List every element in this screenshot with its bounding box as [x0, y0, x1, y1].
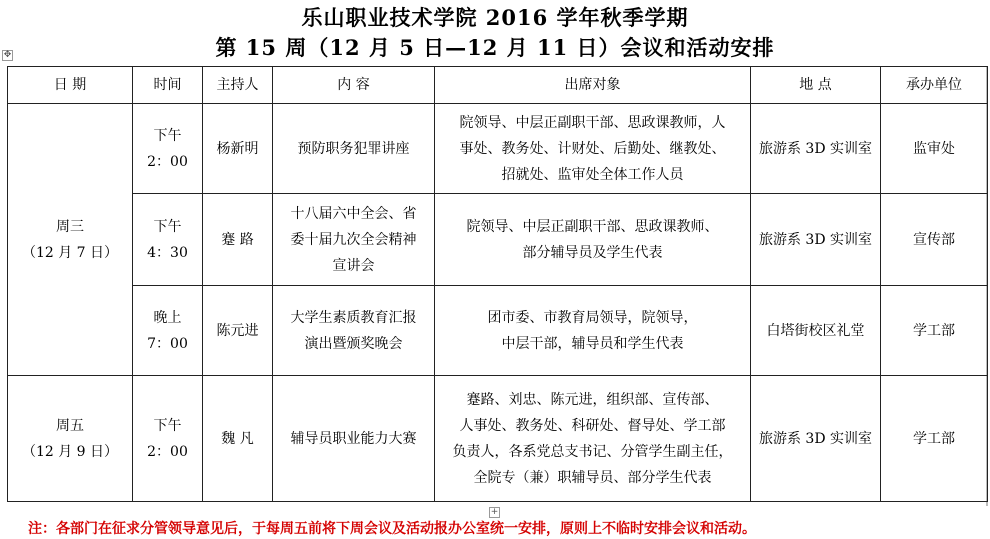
- attendees-line: 负责人，各系党总支书记、分管学生副主任，: [452, 443, 733, 460]
- content-line: 大学生素质教育汇报: [290, 309, 417, 326]
- content-line: 宣讲会: [332, 257, 375, 274]
- attendees-line: 部分辅导员及学生代表: [522, 244, 663, 261]
- organizer-cell: 监审处: [881, 104, 988, 194]
- organizer-cell: 宣传部: [881, 194, 988, 286]
- location-cell: 白塔街校区礼堂: [751, 286, 881, 376]
- header-attendees: 出席对象: [435, 67, 751, 104]
- content-line: 演出暨颁奖晚会: [304, 335, 403, 352]
- day-date: （12 月 7 日）: [21, 244, 119, 261]
- header-organizer: 承办单位: [881, 67, 988, 104]
- organizer-cell: 学工部: [881, 286, 988, 376]
- time-clock: 2：00: [147, 153, 188, 170]
- header-host: 主持人: [203, 67, 273, 104]
- day-date: （12 月 9 日）: [21, 443, 119, 460]
- table-row: [8, 376, 988, 502]
- host-cell: 蹇 路: [203, 194, 273, 286]
- time-period: 晚上: [153, 309, 182, 326]
- time-cell: [133, 376, 203, 502]
- attendees-cell: [435, 104, 751, 194]
- location-cell: 旅游系 3D 实训室: [751, 194, 881, 286]
- attendees-line: 招就处、监审处全体工作人员: [501, 166, 684, 183]
- page-title-line1: 乐山职业技术学院 2016 学年秋季学期: [301, 5, 689, 30]
- content-line: 十八届六中全会、省: [290, 205, 417, 222]
- content-cell: [273, 104, 435, 194]
- attendees-line: 中层干部，辅导员和学生代表: [501, 335, 684, 352]
- attendees-line: 团市委、市教育局领导，院领导，: [487, 309, 698, 326]
- time-clock: 4：30: [147, 244, 188, 261]
- host-cell: 杨新明: [203, 104, 273, 194]
- attendees-cell: [435, 194, 751, 286]
- content-line: 预防职务犯罪讲座: [297, 140, 410, 157]
- header-time: 时间: [133, 67, 203, 104]
- page-title-line2: 第 15 周（12 月 5 日—12 月 11 日）会议和活动安排: [215, 35, 775, 60]
- day-cell: [8, 104, 133, 376]
- header-location: 地 点: [751, 67, 881, 104]
- attendees-line: 人事处、教务处、科研处、督导处、学工部: [459, 417, 726, 434]
- table-row: [8, 194, 988, 286]
- content-line: 委十届九次全会精神: [290, 231, 417, 248]
- attendees-line: 院领导、中层正副职干部、思政课教师，人: [459, 114, 726, 131]
- header-content: 内 容: [273, 67, 435, 104]
- day-name: 周三: [56, 218, 84, 235]
- host-cell: 陈元进: [203, 286, 273, 376]
- header-date: 日 期: [8, 67, 133, 104]
- content-cell: [273, 286, 435, 376]
- time-clock: 7：00: [147, 335, 188, 352]
- attendees-cell: [435, 286, 751, 376]
- day-name: 周五: [56, 417, 84, 434]
- attendees-line: 蹇路、刘忠、陈元进，组织部、宣传部、: [466, 391, 719, 408]
- time-period: 下午: [153, 127, 182, 144]
- content-cell: [273, 194, 435, 286]
- table-move-handle-icon[interactable]: ✥: [3, 50, 12, 60]
- organizer-cell: 学工部: [881, 376, 988, 502]
- time-cell: [133, 104, 203, 194]
- time-period: 下午: [153, 417, 182, 434]
- location-cell: 旅游系 3D 实训室: [751, 104, 881, 194]
- content-cell: [273, 376, 435, 502]
- footer-note: 注：各部门在征求分管领导意见后，于每周五前将下周会议及活动报办公室统一安排，原则上不临时安排会议和活动。: [28, 521, 756, 537]
- content-line: 辅导员职业能力大赛: [290, 430, 417, 447]
- table-row: [8, 286, 988, 376]
- schedule-table: [7, 66, 988, 502]
- table-row: [8, 104, 988, 194]
- time-cell: [133, 194, 203, 286]
- location-cell: 旅游系 3D 实训室: [751, 376, 881, 502]
- header-row: [8, 67, 988, 104]
- attendees-line: 全院专（兼）职辅导员、部分学生代表: [473, 469, 712, 486]
- day-cell: [8, 376, 133, 502]
- time-period: 下午: [153, 218, 182, 235]
- add-row-icon[interactable]: +: [490, 507, 499, 517]
- time-cell: [133, 286, 203, 376]
- host-cell: 魏 凡: [203, 376, 273, 502]
- attendees-line: 院领导、中层正副职干部、思政课教师、: [466, 218, 719, 235]
- attendees-cell: [435, 376, 751, 502]
- time-clock: 2：00: [147, 443, 188, 460]
- attendees-line: 事处、教务处、计财处、后勤处、继教处、: [459, 140, 726, 157]
